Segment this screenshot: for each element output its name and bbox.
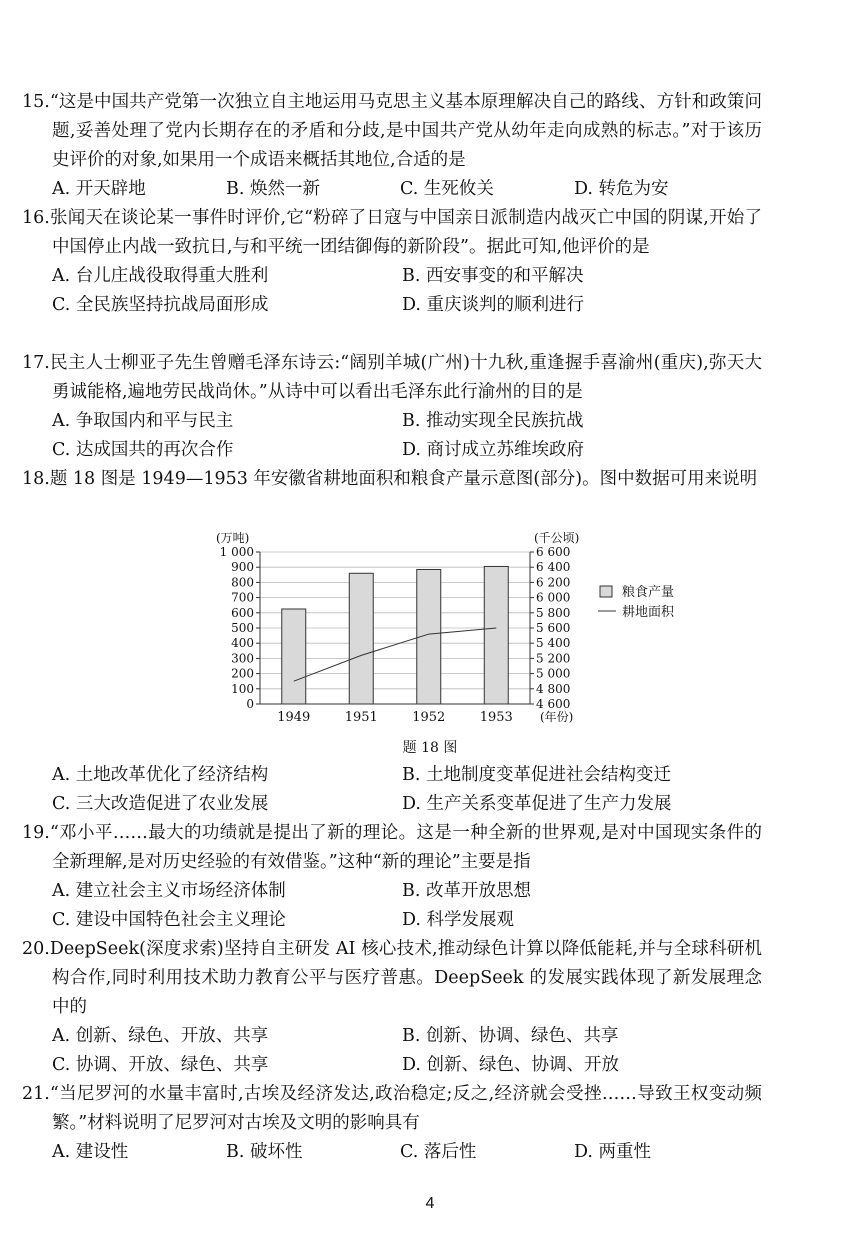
left-tick-label: 700 bbox=[231, 590, 254, 605]
x-tick-label: 1952 bbox=[412, 710, 446, 725]
right-tick-label: 6 400 bbox=[536, 560, 571, 575]
left-tick-label: 600 bbox=[231, 605, 254, 620]
question-15 bbox=[22, 88, 762, 204]
option-a[interactable]: A. 台儿庄战役取得重大胜利 bbox=[52, 266, 269, 286]
option-d[interactable]: D. 转危为安 bbox=[574, 179, 669, 199]
option-c[interactable]: C. 建设中国特色社会主义理论 bbox=[52, 910, 286, 930]
option-c[interactable]: C. 全民族坚持抗战局面形成 bbox=[52, 295, 269, 315]
option-d[interactable]: D. 科学发展观 bbox=[402, 910, 515, 930]
question-20 bbox=[22, 935, 762, 1080]
bar-1953 bbox=[484, 566, 508, 704]
option-a[interactable]: A. 创新、绿色、开放、共享 bbox=[52, 1026, 269, 1046]
right-tick-label: 6 200 bbox=[536, 575, 571, 590]
right-tick-label: 4 600 bbox=[536, 697, 571, 711]
right-tick-label: 5 400 bbox=[536, 636, 571, 651]
chart-18 bbox=[200, 528, 720, 760]
left-axis-unit: (万吨) bbox=[216, 531, 250, 545]
option-d[interactable]: D. 商讨成立苏维埃政府 bbox=[402, 440, 585, 460]
option-b[interactable]: B. 改革开放思想 bbox=[402, 881, 531, 901]
right-tick-label: 5 800 bbox=[536, 605, 571, 620]
question-stem: 16.张闻天在谈论某一事件时评价,它“粉碎了日寇与中国亲日派制造内战灭亡中国的阴谋,开始了中国停止内战一致抗日,与和平统一团结御侮的新阶段”。据此可知,他评价的是 bbox=[22, 208, 762, 257]
x-tick-label: 1953 bbox=[479, 710, 513, 725]
options-grid bbox=[22, 761, 762, 819]
option-b[interactable]: B. 土地制度变革促进社会结构变迁 bbox=[402, 765, 671, 785]
option-c[interactable]: C. 协调、开放、绿色、共享 bbox=[52, 1055, 269, 1075]
left-tick-label: 1 000 bbox=[219, 545, 254, 559]
left-tick-label: 400 bbox=[231, 636, 254, 651]
legend-swatch-bar bbox=[600, 586, 612, 597]
options-grid bbox=[22, 262, 762, 320]
question-17 bbox=[22, 349, 762, 465]
left-tick-label: 100 bbox=[231, 681, 254, 696]
right-tick-label: 5 200 bbox=[536, 651, 571, 666]
left-tick-label: 200 bbox=[231, 666, 254, 681]
question-stem: 17.民主人士柳亚子先生曾赠毛泽东诗云:“阔别羊城(广州)十九秋,重逢握手喜渝州(重庆),弥天大勇诚能格,遍地劳民战尚休。”从诗中可以看出毛泽东此行渝州的目的是 bbox=[22, 353, 762, 402]
options-grid bbox=[22, 1022, 762, 1080]
option-b[interactable]: B. 破坏性 bbox=[226, 1142, 303, 1162]
right-tick-label: 5 600 bbox=[536, 621, 571, 635]
question-16 bbox=[22, 204, 762, 320]
option-d[interactable]: D. 生产关系变革促进了生产力发展 bbox=[402, 794, 672, 814]
question-stem: 19.“邓小平……最大的功绩就是提出了新的理论。这是一种全新的世界观,是对中国现实条件的全新理解,是对历史经验的有效借鉴。”这种“新的理论”主要是指 bbox=[22, 823, 762, 872]
right-axis-unit: (千公顷) bbox=[534, 531, 580, 545]
x-axis-label: (年份) bbox=[540, 710, 574, 724]
option-d[interactable]: D. 创新、绿色、协调、开放 bbox=[402, 1055, 620, 1075]
question-stem: 15.“这是中国共产党第一次独立自主地运用马克思主义基本原理解决自己的路线、方针和政策问题,妥善处理了党内长期存在的矛盾和分歧,是中国共产党从幼年走向成熟的标志。”对于该历史评价的对象,如果用一个成语来概括其地位,合适的是 bbox=[22, 92, 762, 170]
bar-1949 bbox=[282, 609, 306, 704]
bar-1951 bbox=[349, 573, 373, 704]
legend-label-line: 耕地面积 bbox=[622, 605, 675, 620]
legend-label-bar: 粮食产量 bbox=[622, 585, 675, 600]
left-tick-label: 500 bbox=[231, 621, 254, 635]
right-tick-label: 6 000 bbox=[536, 590, 571, 605]
question-19 bbox=[22, 819, 762, 935]
left-tick-label: 0 bbox=[246, 697, 254, 711]
question-stem: 18.题 18 图是 1949—1953 年安徽省耕地面积和粮食产量示意图(部分)。图中数据可用来说明 bbox=[22, 469, 758, 489]
options-grid bbox=[22, 407, 762, 465]
figure-caption: 题 18 图 bbox=[402, 740, 458, 756]
option-b[interactable]: B. 焕然一新 bbox=[226, 179, 320, 199]
option-b[interactable]: B. 创新、协调、绿色、共享 bbox=[402, 1026, 619, 1046]
option-a[interactable]: A. 土地改革优化了经济结构 bbox=[52, 765, 269, 785]
option-d[interactable]: D. 重庆谈判的顺利进行 bbox=[402, 295, 585, 315]
option-c[interactable]: C. 落后性 bbox=[400, 1142, 477, 1162]
option-a[interactable]: A. 建设性 bbox=[52, 1142, 129, 1162]
option-c[interactable]: C. 达成国共的再次合作 bbox=[52, 440, 234, 460]
option-b[interactable]: B. 西安事变的和平解决 bbox=[402, 266, 584, 286]
left-tick-label: 800 bbox=[231, 575, 254, 590]
question-21 bbox=[22, 1080, 762, 1167]
option-c[interactable]: C. 生死攸关 bbox=[400, 179, 494, 199]
option-c[interactable]: C. 三大改造促进了农业发展 bbox=[52, 794, 269, 814]
question-18-options bbox=[22, 761, 762, 819]
option-a[interactable]: A. 建立社会主义市场经济体制 bbox=[52, 881, 286, 901]
question-18 bbox=[22, 465, 762, 494]
x-tick-label: 1949 bbox=[277, 710, 311, 725]
option-d[interactable]: D. 两重性 bbox=[574, 1142, 652, 1162]
option-a[interactable]: A. 开天辟地 bbox=[52, 179, 146, 199]
chart-svg bbox=[200, 528, 720, 728]
options-row bbox=[22, 1138, 762, 1167]
page-number: 4 bbox=[425, 1195, 435, 1212]
option-a[interactable]: A. 争取国内和平与民主 bbox=[52, 411, 234, 431]
options-grid bbox=[22, 877, 762, 935]
question-stem: 20.DeepSeek(深度求索)坚持自主研发 AI 核心技术,推动绿色计算以降低能耗,并与全球科研机构合作,同时利用技术助力教育公平与医疗普惠。DeepSeek 的发展实践体现了新发展理念中的 bbox=[22, 939, 762, 1017]
question-stem: 21.“当尼罗河的水量丰富时,古埃及经济发达,政治稳定;反之,经济就会受挫……导致王权变动频繁。”材料说明了尼罗河对古埃及文明的影响具有 bbox=[22, 1084, 762, 1133]
right-tick-label: 5 000 bbox=[536, 666, 571, 681]
option-b[interactable]: B. 推动实现全民族抗战 bbox=[402, 411, 584, 431]
options-row bbox=[22, 175, 762, 204]
left-tick-label: 300 bbox=[231, 651, 254, 666]
left-tick-label: 900 bbox=[231, 560, 254, 575]
right-tick-label: 6 600 bbox=[536, 545, 571, 559]
x-tick-label: 1951 bbox=[344, 710, 378, 725]
right-tick-label: 4 800 bbox=[536, 681, 571, 696]
